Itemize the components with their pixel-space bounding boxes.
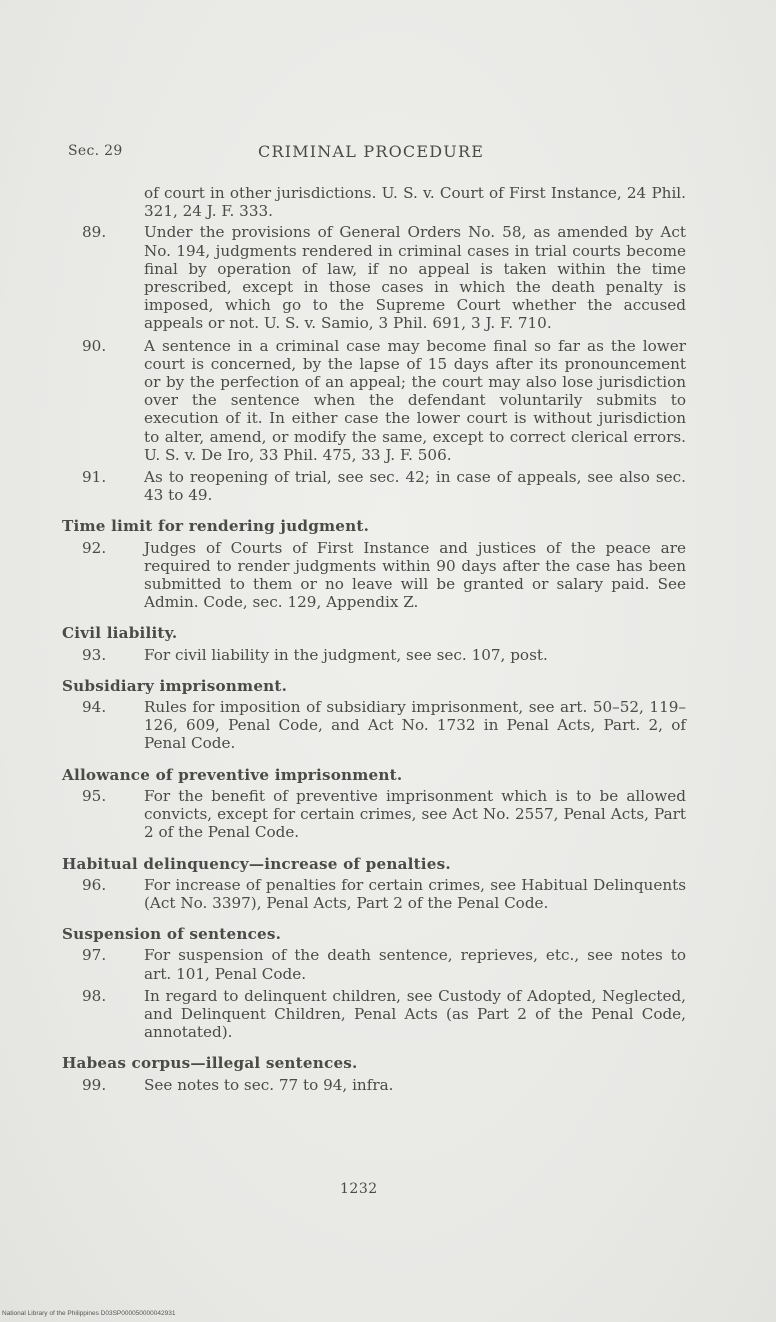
section-heading: Civil liability. xyxy=(62,624,178,643)
note-number: 97. xyxy=(82,946,107,965)
note-text: See notes to sec. 77 to 94, infra. xyxy=(144,1075,394,1094)
note-number: 89. xyxy=(82,223,107,242)
note-text: Under the provisions of General Orders No. 58, as amended by Act No. 194, judgments rendered in criminal cases in trial courts become final by operation of law, if no appeal is taken within the time prescribed, except in those cases in which the death penalty is imposed, which go to the Supreme Court whether the accused appeals or not. U. S. v. Samio, 3 Phil. 691, 3 J. F. 710. xyxy=(144,223,686,333)
note-91 xyxy=(62,468,686,504)
scan-footer: National Library of the Philippines D03SP000050000042931 xyxy=(2,1310,176,1317)
section-heading: Habitual delinquency—increase of penalties. xyxy=(62,854,451,873)
note-number: 93. xyxy=(82,645,107,664)
note-text: For increase of penalties for certain crimes, see Habitual Delinquents (Act No. 3397), Penal Acts, Part 2 of the Penal Code. xyxy=(144,875,686,912)
note-96 xyxy=(62,876,686,912)
note-text: For civil liability in the judgment, see sec. 107, post. xyxy=(144,645,548,664)
section-heading: Allowance of preventive imprisonment. xyxy=(62,765,403,784)
note-number: 94. xyxy=(82,698,107,717)
note-number: 96. xyxy=(82,875,107,894)
note-text: In regard to delinquent children, see Custody of Adopted, Neglected, and Delinquent Children, Penal Acts (as Part 2 of the Penal Code, annotated). xyxy=(144,986,686,1042)
note-number: 90. xyxy=(82,336,107,355)
running-header xyxy=(68,140,688,166)
continuation-text: of court in other jurisdictions. U. S. v. Court of First Instance, 24 Phil. 321, 24 J. F. 333. xyxy=(144,184,686,221)
note-94 xyxy=(62,698,686,753)
section-heading: Habeas corpus—illegal sentences. xyxy=(62,1054,358,1073)
section-heading: Suspension of sentences. xyxy=(62,925,282,944)
note-93 xyxy=(62,646,686,664)
note-92 xyxy=(62,539,686,612)
note-number: 95. xyxy=(82,786,107,805)
note-number: 91. xyxy=(82,468,107,487)
note-text: Judges of Courts of First Instance and justices of the peace are required to render judgments within 90 days after the case has been submitted to them or no leave will be granted or salary paid. See Admin. Code, sec. 129, Appendix Z. xyxy=(144,538,686,612)
note-98 xyxy=(62,987,686,1042)
section-heading: Subsidiary imprisonment. xyxy=(62,676,288,695)
note-number: 98. xyxy=(82,986,107,1005)
note-95 xyxy=(62,787,686,842)
note-90 xyxy=(62,337,686,464)
note-number: 99. xyxy=(82,1075,107,1094)
note-89 xyxy=(62,223,686,332)
note-97 xyxy=(62,946,686,982)
note-99 xyxy=(62,1076,686,1094)
section-heading: Time limit for rendering judgment. xyxy=(62,517,370,536)
header-title: CRIMINAL PROCEDURE xyxy=(258,142,485,161)
note-text: For suspension of the death sentence, reprieves, etc., see notes to art. 101, Penal Code. xyxy=(144,946,686,983)
page-body xyxy=(62,184,686,1098)
note-text: Rules for imposition of subsidiary imprisonment, see art. 50–52, 119–126, 609, Penal Code, and Act No. 1732 in Penal Acts, Part. 2, of Penal Code. xyxy=(144,698,686,753)
page-number: 1232 xyxy=(340,1181,378,1197)
note-text: A sentence in a criminal case may become final so far as the lower court is concerned, by the lapse of 15 days after its pronouncement or by the perfection of an appeal; the court may also lose jurisdiction over the sentence when the defendant voluntarily submits to execution of it. In either case the lower court is without jurisdiction to alter, amend, or modify the same, except to correct clerical errors. U. S. v. De Iro, 33 Phil. 475, 33 J. F. 506. xyxy=(144,336,686,464)
header-section: Sec. 29 xyxy=(68,143,123,159)
note-number: 92. xyxy=(82,538,107,557)
note-text: As to reopening of trial, see sec. 42; in case of appeals, see also sec. 43 to 49. xyxy=(144,468,686,505)
note-text: For the benefit of preventive imprisonment which is to be allowed convicts, except for certain crimes, see Act No. 2557, Penal Acts, Part 2 of the Penal Code. xyxy=(144,786,686,842)
